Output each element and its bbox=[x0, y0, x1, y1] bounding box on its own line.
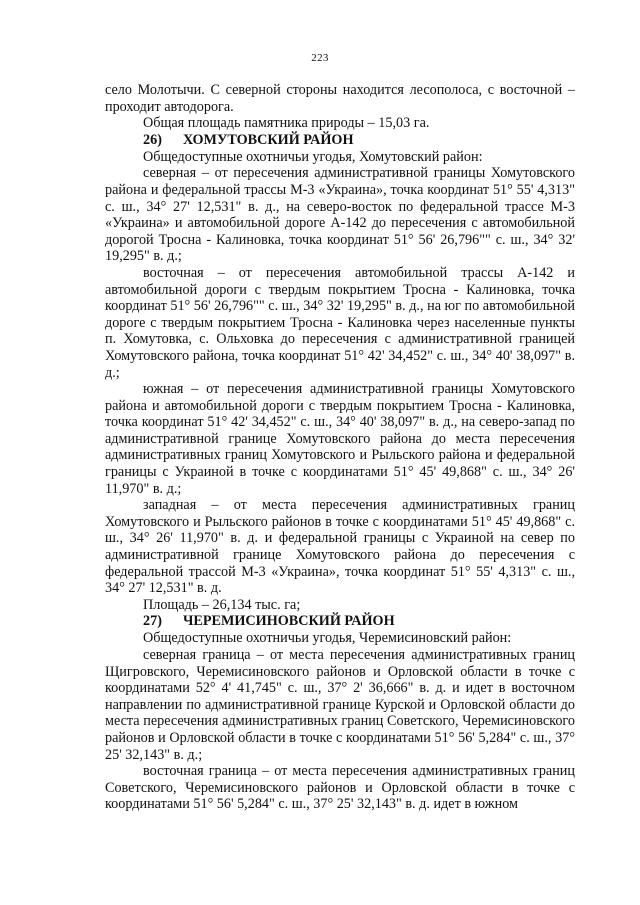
paragraph-west-border: западная – от места пересечения административных границ Хомутовского и Рыльского районов в точке с координатами 51° 45' 49,868" с. ш., 34° 26' 11,970" в. д. и федеральной границы с Украиной на север по административной границе Хомутовского района до пересечения с федеральной трассой М-3 «Украина», точка координат 51° 55' 4,313" с. ш., 34° 27' 12,531" в. д. bbox=[105, 497, 575, 597]
paragraph-east-border: восточная – от пересечения автомобильной трассы А-142 и автомобильной дороги с твердым покрытием Тросна - Калиновка, точка координат 51° 56' 26,796"" с. ш., 34° 32' 19,295" в. д., на юг по автомобильной дороге с твердым покрытием Тросна - Калиновка через населенные пункты п. Хомутовка, с. Ольховка до пересечения с административной границей Хомутовского района, точка координат 51° 42' 34,452" с. ш., 34° 40' 38,097" в. д.; bbox=[105, 264, 575, 381]
page-number: 223 bbox=[311, 52, 329, 64]
paragraph-total-area: Общая площадь памятника природы – 15,03 га. bbox=[143, 115, 430, 132]
paragraph-area: Площадь – 26,134 тыс. га; bbox=[143, 596, 301, 613]
paragraph-north-border: северная граница – от места пересечения административных границ Щигровского, Черемисиновского районов и Орловской области в точке с координатами 52° 4' 41,745" с. ш., 37° 2' 36,666" в. д. и идет в восточном направлении по административной границе Курской и Орловской области до места пересечения административных границ Советского, Черемисиновского районов и Орловской области в точке с координатами 51° 56' 5,284" с. ш., 37° 25' 32,143" в. д.; bbox=[105, 647, 575, 763]
section-number: 26) bbox=[143, 131, 162, 148]
section-heading-khomutovsky bbox=[105, 132, 575, 149]
section-heading-cheremisinovsky bbox=[105, 613, 575, 630]
paragraph-hunting-grounds-intro: Общедоступные охотничьи угодья, Хомутовский район: bbox=[143, 148, 483, 165]
document-body bbox=[105, 82, 575, 813]
paragraph-south-border: южная – от пересечения административной границы Хомутовского района и автомобильной дороги с твердым покрытием Тросна - Калиновка, точка координат 51° 42' 34,452" с. ш., 34° 40' 38,097" в. д., на северо-запад по административной границе Хомутовского района до места пересечения административных границ Хомутовского и Рыльского района и федеральной границы с Украиной в точке с координатами 51° 45' 49,868" с. ш., 34° 26' 11,970" в. д.; bbox=[105, 381, 575, 497]
paragraph-continuation: село Молотычи. С северной стороны находится лесополоса, с восточной – проходит автодорога. bbox=[105, 82, 575, 115]
paragraph-hunting-grounds-intro: Общедоступные охотничьи угодья, Черемисиновский район: bbox=[143, 630, 512, 647]
section-number: 27) bbox=[143, 613, 162, 630]
paragraph-east-border: восточная граница – от места пересечения административных границ Советского, Черемисиновского районов и Орловской области в точке с координатами 51° 56' 5,284" с. ш., 37° 25' 32,143" в. д. идет в южном bbox=[105, 763, 575, 813]
paragraph-north-border: северная – от пересечения административной границы Хомутовского района и федеральной трассы М-3 «Украина», точка координат 51° 55' 4,313" с. ш., 34° 27' 12,531" в. д., на северо-восток по федеральной трассе М-3 «Украина» и автомобильной дороге А-142 до пересечения с автомобильной дорогой Тросна - Калиновка, точка координат 51° 56' 26,796"" с. ш., 34° 32' 19,295" в. д.; bbox=[105, 165, 575, 265]
section-title: ХОМУТОВСКИЙ РАЙОН bbox=[183, 131, 354, 148]
section-title: ЧЕРЕМИСИНОВСКИЙ РАЙОН bbox=[183, 613, 395, 630]
